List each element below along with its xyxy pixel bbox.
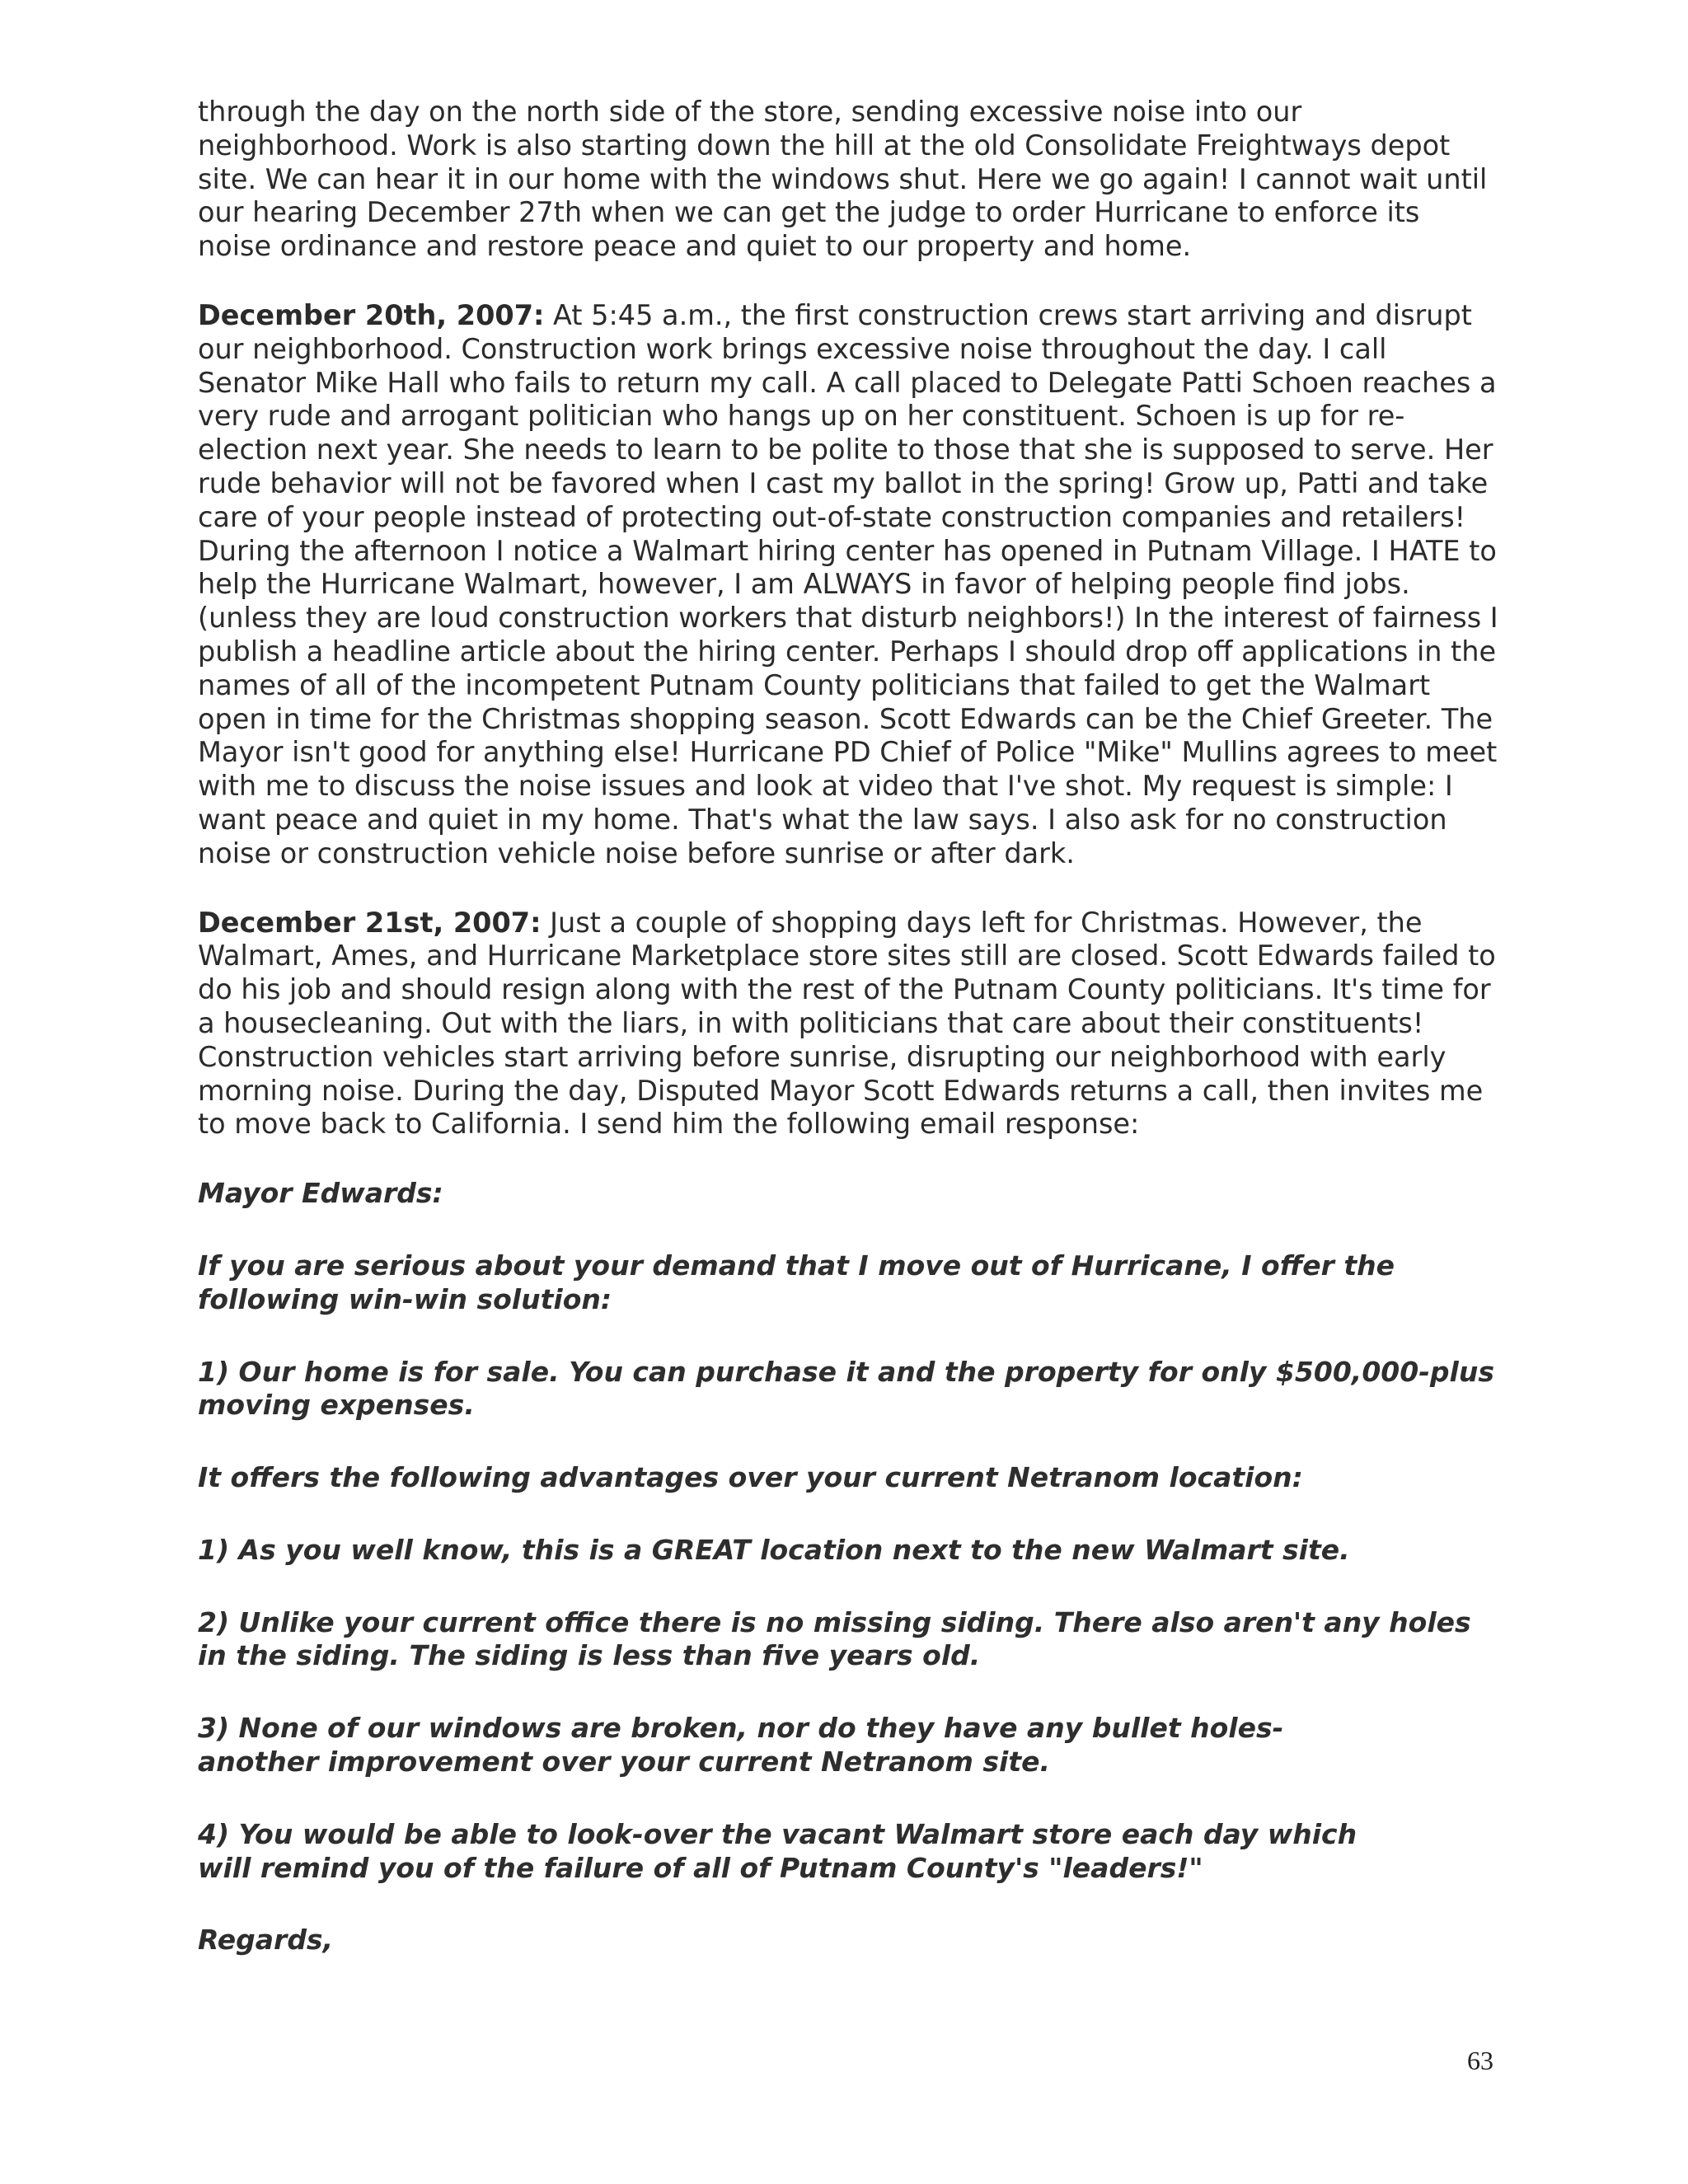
letter-list-item: 3) None of our windows are broken, nor do they have any bullet holes-another improvement over your current Netranom site. bbox=[198, 1712, 1284, 1779]
paragraph-continuation bbox=[198, 96, 1500, 264]
letter-salutation: Mayor Edwards: bbox=[198, 1177, 443, 1210]
paragraph-text: through the day on the north side of the store, sending excessive noise into our neighborhood. Work is also starting down the hill at the old Consolidate Freightways depot site. We can hear it in our home with the windows shut. Here we go again! I cannot wait until our hearing December 27th when we can get the judge to order Hurricane to enforce its noise ordinance and restore peace and quiet to our property and home. bbox=[198, 96, 1488, 263]
entry-date: December 21st, 2007: bbox=[198, 906, 542, 939]
letter-line: 1) Our home is for sale. You can purchase it and the property for only $500,000-plus moving expenses. bbox=[198, 1355, 1494, 1422]
page-number: 63 bbox=[1467, 2046, 1493, 2075]
paragraph-december-20 bbox=[198, 299, 1500, 871]
paragraph-december-21 bbox=[198, 907, 1500, 1142]
email-letter bbox=[198, 1177, 1500, 1957]
letter-list-item: 1) As you well know, this is a GREAT location next to the new Walmart site. bbox=[198, 1533, 1350, 1566]
paragraph-text: Just a couple of shopping days left for Christmas. However, the Walmart, Ames, and Hurricane Marketplace store sites still are closed. Scott Edwards failed to do his job and should resign along with the rest of the Putnam County politicians. It's time for a housecleaning. Out with the liars, in with politicians that care about their constituents! Construction vehicles start arriving before sunrise, disrupting our neighborhood with early morning noise. During the day, Disputed Mayor Scott Edwards returns a call, then invites me to move back to California. I send him the following email response: bbox=[198, 906, 1496, 1141]
letter-list-item: 4) You would be able to look-over the vacant Walmart store each day which will remind you of the failure of all of Putnam County's "leaders!" bbox=[198, 1817, 1357, 1884]
entry-date: December 20th, 2007: bbox=[198, 298, 545, 331]
paragraph-text: At 5:45 a.m., the first construction crews start arriving and disrupt our neighborhood. Construction work brings excessive noise throughout the day. I call Senator Mike Hall who fails to return my call. A call placed to Delegate Patti Schoen reaches a very rude and arrogant politician who hangs up on her constituent. Schoen is up for re-election next year. She needs to learn to be polite to those that she is supposed to serve. Her rude behavior will not be favored when I cast my ballot in the spring! Grow up, Patti and take care of your people instead of protecting out-of-state construction companies and retailers! During the afternoon I notice a Walmart hiring center has opened in Putnam Village. I HATE to help the Hurricane Walmart, however, I am ALWAYS in favor of helping people find jobs. (unless they are loud construction workers that disturb neighbors!) In the interest of fairness I publish a headline article about the hiring center. Perhaps I should drop off applications in the names of all of the incompetent Putnam County politicians that failed to get the Walmart open in time for the Christmas shopping season. Scott Edwards can be the Chief Greeter. The Mayor isn't good for anything else! Hurricane PD Chief of Police "Mike" Mullins agrees to meet with me to discuss the noise issues and look at video that I've shot. My request is simple: I want peace and quiet in my home. That's what the law says. I also ask for no construction noise or construction vehicle noise before sunrise or after dark. bbox=[198, 298, 1498, 869]
letter-line: It offers the following advantages over your current Netranom location: bbox=[198, 1461, 1303, 1494]
letter-closing: Regards, bbox=[198, 1924, 334, 1957]
letter-line: If you are serious about your demand that I move out of Hurricane, I offer the following win-win solution: bbox=[198, 1249, 1395, 1315]
document-page bbox=[198, 96, 1500, 1996]
letter-list-item: 2) Unlike your current office there is no missing siding. There also aren't any holes in the siding. The siding is less than five years old. bbox=[198, 1605, 1471, 1672]
